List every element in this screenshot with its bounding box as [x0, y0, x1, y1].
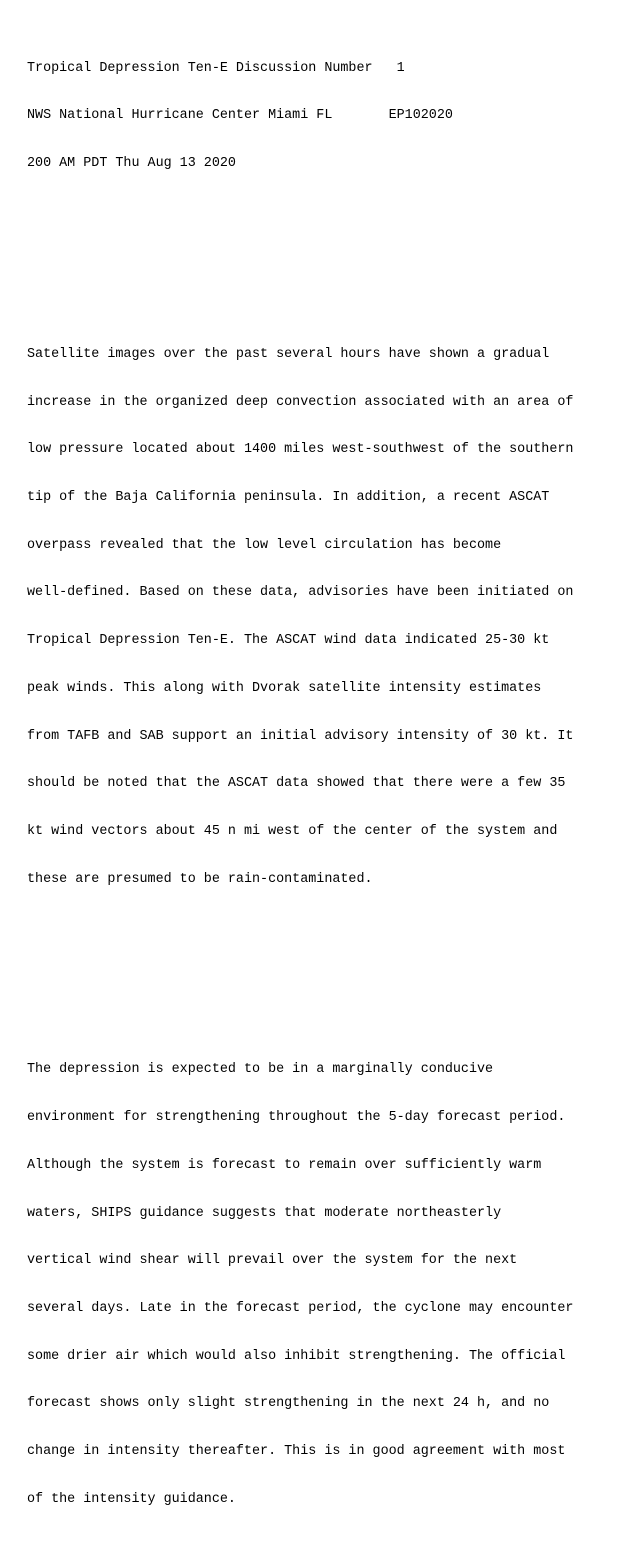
issue-time: 200 AM PDT Thu Aug 13 2020: [27, 156, 236, 172]
paragraph-line: some drier air which would also inhibit strengthening. The official: [27, 1348, 566, 1364]
paragraph-line: waters, SHIPS guidance suggests that moderate northeasterly: [27, 1205, 502, 1221]
paragraph-line: kt wind vectors about 45 n mi west of the center of the system and: [27, 823, 558, 839]
paragraph-line: well-defined. Based on these data, advisories have been initiated on: [27, 585, 574, 601]
paragraph-line: forecast shows only slight strengthening in the next 24 h, and no: [27, 1396, 550, 1412]
blank-line: [27, 251, 631, 267]
paragraph-satellite-analysis: [27, 315, 631, 919]
paragraph-line: environment for strengthening throughout the 5-day forecast period.: [27, 1110, 566, 1126]
paragraph-line: increase in the organized deep convection associated with an area of: [27, 394, 574, 410]
paragraph-line: from TAFB and SAB support an initial advisory intensity of 30 kt. It: [27, 728, 574, 744]
blank-line: [27, 967, 631, 983]
paragraph-line: Satellite images over the past several hours have shown a gradual: [27, 346, 550, 362]
paragraph-line: these are presumed to be rain-contaminated.: [27, 871, 373, 887]
paragraph-line: of the intensity guidance.: [27, 1491, 236, 1507]
paragraph-line: several days. Late in the forecast period, the cyclone may encounter: [27, 1300, 574, 1316]
discussion-header: [27, 29, 631, 204]
discussion-document: [27, 0, 631, 1555]
paragraph-line: vertical wind shear will prevail over the system for the next: [27, 1253, 518, 1269]
paragraph-line: tip of the Baja California peninsula. In addition, a recent ASCAT: [27, 489, 550, 505]
paragraph-line: Tropical Depression Ten-E. The ASCAT wind data indicated 25-30 kt: [27, 633, 550, 649]
paragraph-line: peak winds. This along with Dvorak satellite intensity estimates: [27, 680, 542, 696]
paragraph-line: The depression is expected to be in a marginally conducive: [27, 1062, 494, 1078]
paragraph-line: Although the system is forecast to remain over sufficiently warm: [27, 1157, 542, 1173]
issuing-office: NWS National Hurricane Center Miami FL EP102020: [27, 108, 453, 124]
paragraph-line: low pressure located about 1400 miles west-southwest of the southern: [27, 442, 574, 458]
paragraph-line: should be noted that the ASCAT data showed that there were a few 35: [27, 776, 566, 792]
paragraph-line: change in intensity thereafter. This is in good agreement with most: [27, 1444, 566, 1460]
product-title: Tropical Depression Ten-E Discussion Number 1: [27, 60, 405, 76]
paragraph-line: overpass revealed that the low level circulation has become: [27, 537, 502, 553]
paragraph-forecast-reasoning: [27, 1031, 631, 1540]
